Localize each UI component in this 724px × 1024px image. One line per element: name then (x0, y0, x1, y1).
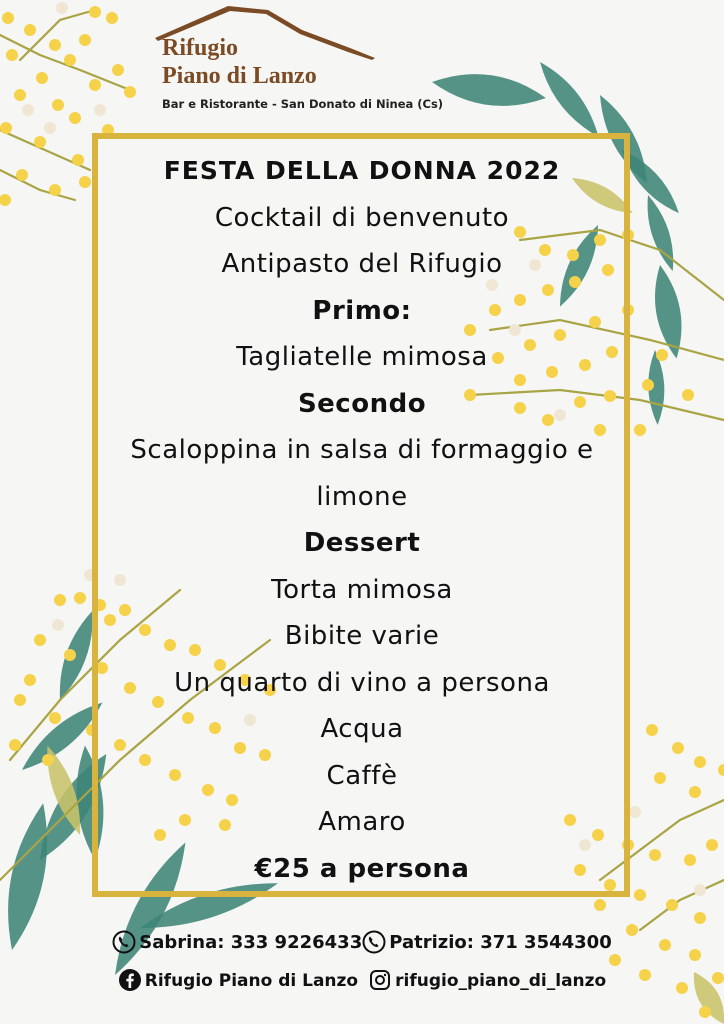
mimosa-blossom (74, 592, 86, 604)
menu-item-welcome: Cocktail di benvenuto (214, 202, 510, 233)
mimosa-blossom (124, 86, 136, 98)
mimosa-blossom (72, 154, 84, 166)
drink-item: Amaro (318, 807, 406, 837)
mimosa-blossom (89, 79, 101, 91)
drink-item: Un quarto di vino a persona (174, 667, 550, 698)
mimosa-blossom (699, 1006, 711, 1018)
leaf-shape (532, 56, 606, 143)
mimosa-blossom (0, 194, 11, 206)
logo-subtitle: Bar e Ristorante - San Donato di Ninea (Cs) (162, 97, 444, 111)
facebook-icon (118, 968, 142, 997)
mimosa-blossom (9, 739, 21, 751)
mimosa-blossom (706, 839, 718, 851)
mimosa-blossom (22, 104, 34, 116)
mimosa-blossom (34, 634, 46, 646)
mimosa-blossom (694, 756, 706, 768)
price: €25 a persona (254, 853, 470, 884)
mimosa-blossom (49, 712, 61, 724)
mimosa-blossom (49, 39, 61, 51)
mimosa-blossom (54, 594, 66, 606)
mimosa-blossom (672, 742, 684, 754)
mimosa-blossom (656, 349, 668, 361)
mimosa-blossom (666, 899, 678, 911)
mimosa-blossom (56, 2, 68, 14)
instagram-link[interactable]: rifugio_piano_di_lanzo (395, 971, 607, 991)
mimosa-blossom (646, 724, 658, 736)
primo-heading: Primo: (312, 295, 412, 326)
mimosa-blossom (689, 786, 701, 798)
mimosa-blossom (694, 884, 706, 896)
mimosa-blossom (684, 854, 696, 866)
mimosa-blossom (36, 72, 48, 84)
social-contacts (0, 968, 724, 997)
mimosa-blossom (14, 89, 26, 101)
phone-icon (362, 930, 386, 959)
mimosa-blossom (24, 24, 36, 36)
phone-sabrina[interactable]: Sabrina: 333 9226433 (139, 932, 363, 953)
menu-item-primo: Tagliatelle mimosa (236, 342, 488, 372)
mimosa-blossom (52, 619, 64, 631)
mimosa-blossom (89, 6, 101, 18)
mimosa-blossom (16, 169, 28, 181)
mimosa-blossom (718, 764, 724, 776)
mimosa-blossom (42, 754, 54, 766)
mimosa-blossom (106, 12, 118, 24)
drink-item: Bibite varie (284, 621, 440, 651)
mimosa-blossom (69, 112, 81, 124)
menu-item-dessert: Torta mimosa (271, 574, 453, 605)
branch-stem (0, 170, 75, 200)
mimosa-blossom (682, 389, 694, 401)
mimosa-blossom (49, 184, 61, 196)
mimosa-blossom (642, 379, 654, 391)
mimosa-blossom (44, 122, 56, 134)
restaurant-logo (150, 0, 450, 120)
menu-title: FESTA DELLA DONNA 2022 (163, 156, 561, 185)
mimosa-blossom (64, 649, 76, 661)
logo-name-line2: Piano di Lanzo (162, 63, 317, 89)
phone-icon (112, 930, 136, 959)
mimosa-blossom (649, 849, 661, 861)
drink-item: Caffè (326, 760, 398, 791)
mimosa-blossom (112, 64, 124, 76)
menu-item-secondo-line2: limone (316, 481, 408, 512)
mimosa-blossom (0, 122, 12, 134)
menu-item-secondo-line1: Scaloppina in salsa di formaggio e (130, 435, 594, 465)
instagram-icon (368, 968, 392, 997)
mimosa-blossom (24, 674, 36, 686)
facebook-link[interactable]: Rifugio Piano di Lanzo (144, 971, 359, 991)
mimosa-blossom (694, 912, 706, 924)
menu (88, 148, 636, 892)
mimosa-blossom (64, 54, 76, 66)
phone-patrizio[interactable]: Patrizio: 371 3544300 (389, 932, 612, 953)
mimosa-blossom (52, 99, 64, 111)
mimosa-blossom (79, 34, 91, 46)
mimosa-blossom (2, 12, 14, 24)
mimosa-blossom (34, 136, 46, 148)
mimosa-blossom (14, 694, 26, 706)
phone-contacts (0, 930, 724, 959)
mimosa-blossom (594, 899, 606, 911)
branch-stem (640, 880, 724, 930)
mimosa-blossom (654, 772, 666, 784)
logo-name-line1: Rifugio (162, 35, 239, 61)
mimosa-blossom (6, 49, 18, 61)
menu-item-antipasto: Antipasto del Rifugio (221, 249, 503, 279)
mimosa-blossom (94, 104, 106, 116)
drink-item: Acqua (320, 714, 404, 744)
dessert-heading: Dessert (303, 528, 421, 558)
secondo-heading: Secondo (297, 388, 427, 419)
